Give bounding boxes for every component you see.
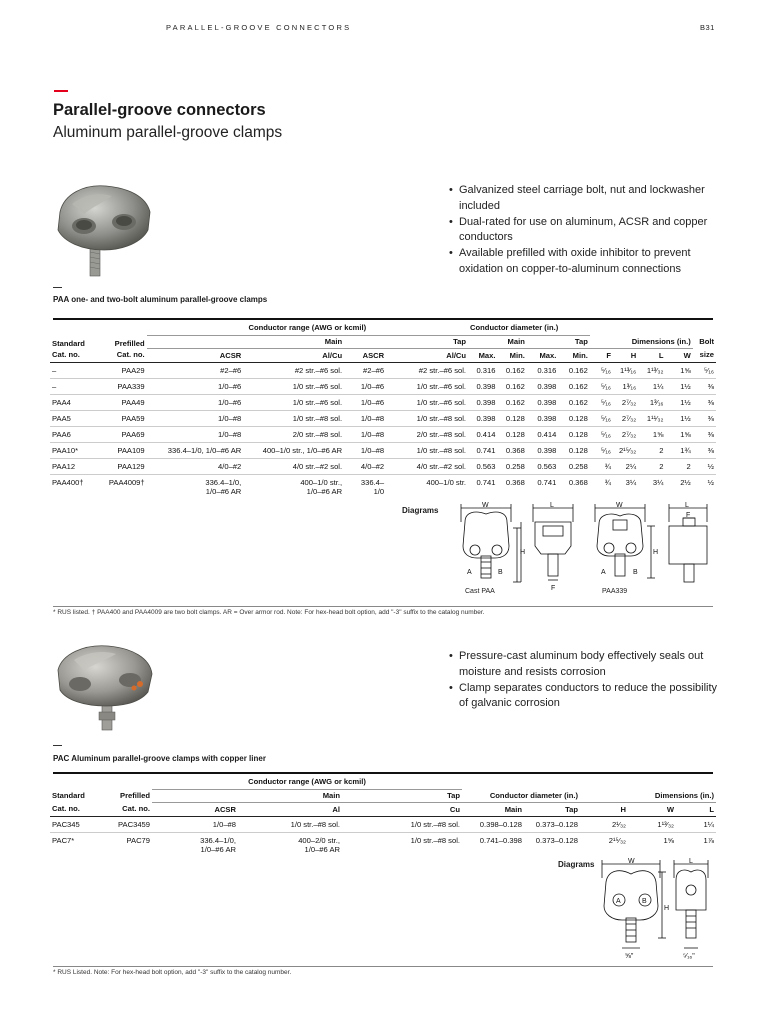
cell-acsr (152, 832, 238, 858)
cell-max: 0.398 (527, 394, 559, 410)
bolt-size-label: ⅝" (625, 953, 634, 960)
cell-min: 0.128 (558, 426, 590, 442)
col-header-main: Main (147, 335, 344, 348)
table-row (50, 816, 716, 832)
col-header-cu: Cu (342, 802, 462, 816)
dim-w-label: W (616, 502, 623, 509)
cell-l: 1¼ (676, 816, 716, 832)
cell-acsr: 4/0–#2 (147, 458, 244, 474)
cell-min: 0.162 (497, 378, 526, 394)
col-header-min: Min. (558, 348, 590, 362)
cell-h: 2⁷⁄₃₂ (613, 426, 638, 442)
cell-alcu: 1/0 str.–#6 sol. (243, 394, 344, 410)
table-bottom-rule (53, 606, 713, 607)
col-header-diam-tap: Tap (527, 335, 590, 348)
col-group-conductor-diameter: Conductor diameter (in.) (489, 790, 578, 800)
cell-h: 2⁷⁄₃₂ (613, 410, 638, 426)
dim-a-label: A (616, 898, 621, 905)
dim-h-label: H (520, 549, 526, 556)
pac-feature-list (449, 649, 719, 712)
col-header-max: Max. (468, 348, 497, 362)
cell-tap-alcu: 1/0 str.–#6 sol. (386, 394, 468, 410)
col-header-prefilled: Prefilled (120, 791, 150, 800)
cell-ascr: #2–#6 (344, 362, 386, 378)
cell-standard: PAA6 (50, 426, 98, 442)
cell-standard: PAC345 (50, 816, 98, 832)
dim-w-label: W (628, 858, 635, 865)
cell-ascr: 1/0–#8 (344, 410, 386, 426)
cell-l: 1¹³⁄₃₂ (638, 362, 665, 378)
cell-l: 3¼ (652, 477, 664, 487)
cell-alcu: 4/0 str.–#2 sol. (243, 458, 344, 474)
cell-line: 336.4–1/0, (200, 835, 236, 845)
paa-clamp-image (54, 180, 154, 280)
dim-b-label: B (498, 569, 503, 576)
col-header-max: Max. (527, 348, 559, 362)
col-header-h: H (613, 348, 638, 362)
cell-min: 0.128 (497, 410, 526, 426)
col-header-al: Al (238, 802, 342, 816)
dim-b-label: B (633, 569, 638, 576)
cell-w: 1½ (665, 378, 692, 394)
cell-max: 0.316 (468, 362, 497, 378)
cell-line: 336.4– (360, 477, 385, 487)
cell-al (238, 832, 342, 858)
cell-ascr (344, 474, 386, 500)
cell-alcu: #2 str.–#6 sol. (243, 362, 344, 378)
cell-min: 0.128 (497, 426, 526, 442)
pac-footnote: * RUS Listed. Note: For hex-head bolt option, add "-3" suffix to the catalog number. (53, 969, 292, 976)
col-group-dimensions: Dimensions (in.) (631, 336, 691, 346)
col-header-cat-no: Cat. no. (50, 802, 98, 816)
cell-line: 1/0–#6 AR (306, 486, 343, 496)
cell-h: 2¹⁵⁄₃₂ (608, 835, 626, 845)
col-header-ascr: ASCR (344, 348, 386, 362)
dim-l-label: L (689, 858, 693, 865)
cell-diam-tap: 0.373–0.128 (524, 816, 580, 832)
cell-standard: PAC7* (52, 835, 75, 845)
feature-bullet: • Clamp separates conductors to reduce the possibility of galvanic corrosion (449, 681, 719, 713)
dim-l-label: L (550, 502, 554, 509)
feature-bullet: • Available prefilled with oxide inhibitor to prevent oxidation on copper-to-aluminum connections (449, 246, 719, 278)
cell-max: 0.316 (527, 362, 559, 378)
col-header-standard: Standard (52, 791, 85, 800)
cell-h: 3¼ (625, 477, 637, 487)
col-group-conductor-range: Conductor range (AWG or kcmil) (248, 777, 366, 787)
pac-caption-dash: — (53, 740, 62, 750)
cell-max: 0.414 (468, 426, 497, 442)
cell-max: 0.414 (527, 426, 559, 442)
cell-tap-alcu: #2 str.–#6 sol. (386, 362, 468, 378)
col-header-prefilled: Prefilled (114, 339, 145, 348)
cell-l: 1³⁄₁₆ (638, 394, 665, 410)
table-row (50, 378, 716, 394)
dim-b-label: B (642, 898, 647, 905)
cell-min: 0.162 (497, 394, 526, 410)
col-header-f: F (590, 348, 613, 362)
cell-h: 2¹⁄₃₂ (580, 816, 628, 832)
cell-acsr: 1/0–#8 (152, 816, 238, 832)
col-header-w: W (665, 348, 692, 362)
section-header: PARALLEL-GROOVE CONNECTORS (166, 23, 352, 32)
cell-prefilled: PAA339 (98, 378, 146, 394)
cell-min: 0.368 (505, 477, 525, 487)
cell-max: 0.563 (468, 458, 497, 474)
cell-f: ⁵⁄₁₆ (590, 362, 613, 378)
cell-prefilled: PAC79 (126, 835, 150, 845)
cell-f: ⁵⁄₁₆ (590, 410, 613, 426)
col-header-cat-no: Cat. no. (50, 348, 98, 362)
cell-min: 0.258 (558, 458, 590, 474)
cell-line: 1/0–#6 AR (200, 844, 236, 854)
table-top-rule (53, 772, 713, 774)
cell-min: 0.162 (558, 362, 590, 378)
col-header-min: Min. (497, 348, 526, 362)
col-header-cat-no: Cat. no. (98, 802, 152, 816)
cell-max: 0.741 (476, 477, 496, 487)
cell-w: 1½ (665, 410, 692, 426)
cell-cu: 1/0 str.–#8 sol. (410, 835, 460, 845)
page-number: B31 (700, 23, 715, 32)
cell-standard: – (50, 362, 98, 378)
cell-diam-main: 0.741–0.398 (479, 835, 522, 845)
cell-prefilled: PAA109 (98, 442, 146, 458)
cell-diam-main: 0.398–0.128 (462, 816, 524, 832)
cell-tap-alcu: 1/0 str.–#8 sol. (386, 442, 468, 458)
cell-bolt: ½ (693, 458, 716, 474)
paa-diagrams (455, 498, 715, 596)
cell-line: 336.4–1/0, (205, 477, 242, 487)
table-row (50, 426, 716, 442)
cell-ascr: 1/0–#8 (344, 426, 386, 442)
cell-h: 2¹⁵⁄₃₂ (613, 442, 638, 458)
cell-max: 0.398 (527, 410, 559, 426)
cell-cu: 1/0 str.–#8 sol. (342, 816, 462, 832)
cell-max: 0.398 (468, 378, 497, 394)
cell-alcu: 1/0 str.–#8 sol. (243, 410, 344, 426)
cell-max: 0.398 (468, 410, 497, 426)
cell-w: 1⅝ (665, 426, 692, 442)
cell-l: 1¹¹⁄₃₂ (638, 410, 665, 426)
cell-prefilled: PAA129 (98, 458, 146, 474)
pac-spec-table (50, 775, 716, 858)
cell-min: 0.368 (568, 477, 588, 487)
col-header-l: L (676, 802, 716, 816)
cell-acsr: 1/0–#6 (147, 394, 244, 410)
cell-acsr: 1/0–#8 (147, 426, 244, 442)
cell-min: 0.128 (558, 410, 590, 426)
cell-ascr: 1/0–#6 (344, 378, 386, 394)
table-row (50, 362, 716, 378)
cell-al: 1/0 str.–#8 sol. (238, 816, 342, 832)
cell-max: 0.563 (527, 458, 559, 474)
table-row (50, 458, 716, 474)
cell-bolt: ⅜ (693, 378, 716, 394)
cell-f: ¾ (590, 458, 613, 474)
col-header-tap: Tap (342, 789, 462, 802)
cell-acsr (147, 474, 244, 500)
cell-line: 1/0–#6 AR (304, 844, 340, 854)
cell-prefilled: PAA49 (98, 394, 146, 410)
cell-f: ⁵⁄₁₆ (590, 394, 613, 410)
col-header-tap: Tap (344, 335, 468, 348)
paa-caption-dash: — (53, 282, 62, 292)
cell-tap-alcu: 1/0 str.–#6 sol. (386, 378, 468, 394)
col-header-diam-tap: Tap (524, 802, 580, 816)
cell-f: ⁵⁄₁₆ (590, 426, 613, 442)
cell-h: 2⁷⁄₃₂ (613, 394, 638, 410)
cell-l: 1⅝ (638, 426, 665, 442)
cell-tap-alcu: 1/0 str.–#8 sol. (386, 410, 468, 426)
cell-line: 400–2/0 str., (298, 835, 340, 845)
cell-alcu: 400–1/0 str., 1/0–#6 AR (243, 442, 344, 458)
cell-prefilled: PAC3459 (98, 816, 152, 832)
col-header-alcu: Al/Cu (386, 348, 468, 362)
col-header-acsr: ACSR (152, 802, 238, 816)
col-header-size: size (693, 348, 716, 362)
cell-max: 0.398 (468, 394, 497, 410)
col-header-standard: Standard (52, 339, 85, 348)
pac-diagrams (596, 852, 716, 964)
accent-bar (54, 90, 68, 92)
cell-standard: PAA4 (50, 394, 98, 410)
cell-l: 2 (638, 458, 665, 474)
paa-caption: PAA one- and two-bolt aluminum parallel-groove clamps (53, 295, 268, 304)
cell-bolt: ½ (707, 477, 714, 487)
dim-w-label: W (482, 502, 489, 509)
cell-ascr: 1/0–#6 (344, 394, 386, 410)
cell-bolt: ⅜ (693, 426, 716, 442)
col-header-diam-main: Main (468, 335, 527, 348)
col-header-l: L (638, 348, 665, 362)
cell-line: 400–1/0 str., (300, 477, 343, 487)
col-header-diam-main: Main (462, 802, 524, 816)
col-group-conductor-diameter: Conductor diameter (in.) (470, 323, 559, 333)
col-header-h: H (580, 802, 628, 816)
pac-caption: PAC Aluminum parallel-groove clamps with copper liner (53, 754, 266, 763)
cell-w: 2½ (680, 477, 691, 487)
col-group-dimensions: Dimensions (in.) (654, 790, 714, 800)
cell-min: 0.162 (497, 362, 526, 378)
dim-a-label: A (601, 569, 606, 576)
cell-l: 1¼ (638, 378, 665, 394)
table-top-rule (53, 318, 713, 320)
table-row (50, 442, 716, 458)
col-group-conductor-range: Conductor range (AWG or kcmil) (248, 323, 367, 333)
cell-acsr: 336.4–1/0, 1/0–#6 AR (147, 442, 244, 458)
cell-acsr: #2–#6 (147, 362, 244, 378)
dim-a-label: A (467, 569, 472, 576)
diagram-caption-cast-paa: Cast PAA (465, 588, 495, 595)
cell-tap-alcu: 400–1/0 str. (426, 477, 467, 487)
cell-min: 0.128 (558, 442, 590, 458)
cell-bolt: ⅜ (693, 442, 716, 458)
cell-prefilled: PAA29 (98, 362, 146, 378)
paa-footnote: * RUS listed. † PAA400 and PAA4009 are two bolt clamps. AR = Over armor rod. Note: For hex-head bolt option, add "-3" suffix to the catalog number. (53, 609, 485, 616)
cell-w: 1¹³⁄₃₂ (628, 816, 676, 832)
cell-standard: – (50, 378, 98, 394)
cell-line: 1/0 (373, 486, 385, 496)
col-header-acsr: ACSR (147, 348, 244, 362)
feature-bullet: • Pressure-cast aluminum body effectively seals out moisture and resists corrosion (449, 649, 719, 681)
cell-max: 0.741 (537, 477, 557, 487)
dim-f-label: F (551, 585, 556, 592)
cell-ascr: 4/0–#2 (344, 458, 386, 474)
dim-l-label: L (685, 502, 689, 509)
cell-f: ⁵⁄₁₆ (590, 378, 613, 394)
cell-max: 0.398 (527, 442, 559, 458)
cell-l: 1⅞ (703, 835, 714, 845)
cell-bolt: ⅜ (693, 410, 716, 426)
cell-alcu (243, 474, 344, 500)
cell-min: 0.258 (497, 458, 526, 474)
feature-bullet: • Galvanized steel carriage bolt, nut and lockwasher included (449, 183, 719, 215)
cell-f: ⁵⁄₁₆ (590, 442, 613, 458)
cell-min: 0.368 (497, 442, 526, 458)
cell-line: 1/0–#6 AR (205, 486, 242, 496)
cell-standard: PAA400† (52, 477, 84, 487)
cell-min: 0.162 (558, 394, 590, 410)
cell-prefilled: PAA59 (98, 410, 146, 426)
col-header-bolt: Bolt (699, 337, 714, 346)
paa-feature-list (449, 183, 719, 278)
cell-bolt: ⅜ (693, 394, 716, 410)
table-bottom-rule (53, 966, 713, 967)
cell-prefilled: PAA69 (98, 426, 146, 442)
cell-diam-tap: 0.373–0.128 (535, 835, 578, 845)
cell-f: ¾ (604, 477, 611, 487)
cell-h: 1¹³⁄₁₆ (613, 362, 638, 378)
dim-f-label: F (686, 512, 691, 519)
cell-tap-alcu: 2/0 str.–#8 sol. (386, 426, 468, 442)
page-subtitle: Aluminum parallel-groove clamps (53, 124, 283, 141)
col-header-w: W (628, 802, 676, 816)
cell-w: 1⅝ (665, 362, 692, 378)
bolt-size-label: ⁵⁄₁₆" (683, 953, 695, 960)
cell-acsr: 1/0–#6 (147, 378, 244, 394)
cell-ascr: 1/0–#8 (344, 442, 386, 458)
cell-h: 2¼ (613, 458, 638, 474)
page-title: Parallel-groove connectors (53, 101, 266, 119)
table-row (50, 394, 716, 410)
table-row (50, 410, 716, 426)
cell-w: 2 (665, 458, 692, 474)
cell-bolt: ⁵⁄₁₆ (693, 362, 716, 378)
cell-standard: PAA12 (50, 458, 98, 474)
diagram-caption-paa339: PAA339 (602, 588, 628, 595)
cell-min: 0.162 (558, 378, 590, 394)
cell-max: 0.398 (527, 378, 559, 394)
paa-diagrams-label: Diagrams (402, 506, 439, 515)
cell-acsr: 1/0–#8 (147, 410, 244, 426)
cell-standard: PAA10* (50, 442, 98, 458)
paa-spec-table (50, 321, 716, 500)
cell-max: 0.741 (468, 442, 497, 458)
pac-clamp-image (54, 640, 154, 736)
cell-h: 1³⁄₁₆ (613, 378, 638, 394)
col-header-alcu: Al/Cu (243, 348, 344, 362)
cell-alcu: 1/0 str.–#6 sol. (243, 378, 344, 394)
col-header-main: Main (152, 789, 342, 802)
cell-standard: PAA5 (50, 410, 98, 426)
cell-tap-alcu: 4/0 str.–#2 sol. (386, 458, 468, 474)
dim-h-label: H (664, 905, 670, 912)
cell-l: 2 (638, 442, 665, 458)
feature-bullet: • Dual-rated for use on aluminum, ACSR and copper conductors (449, 215, 719, 247)
cell-prefilled: PAA4009† (108, 477, 145, 487)
cell-w: 1½ (665, 394, 692, 410)
dim-h-label: H (653, 549, 659, 556)
col-header-cat-no: Cat. no. (98, 348, 146, 362)
cell-w: 1¾ (665, 442, 692, 458)
pac-diagrams-label: Diagrams (558, 860, 595, 869)
cell-alcu: 2/0 str.–#8 sol. (243, 426, 344, 442)
cell-w: 1⅝ (663, 835, 674, 845)
